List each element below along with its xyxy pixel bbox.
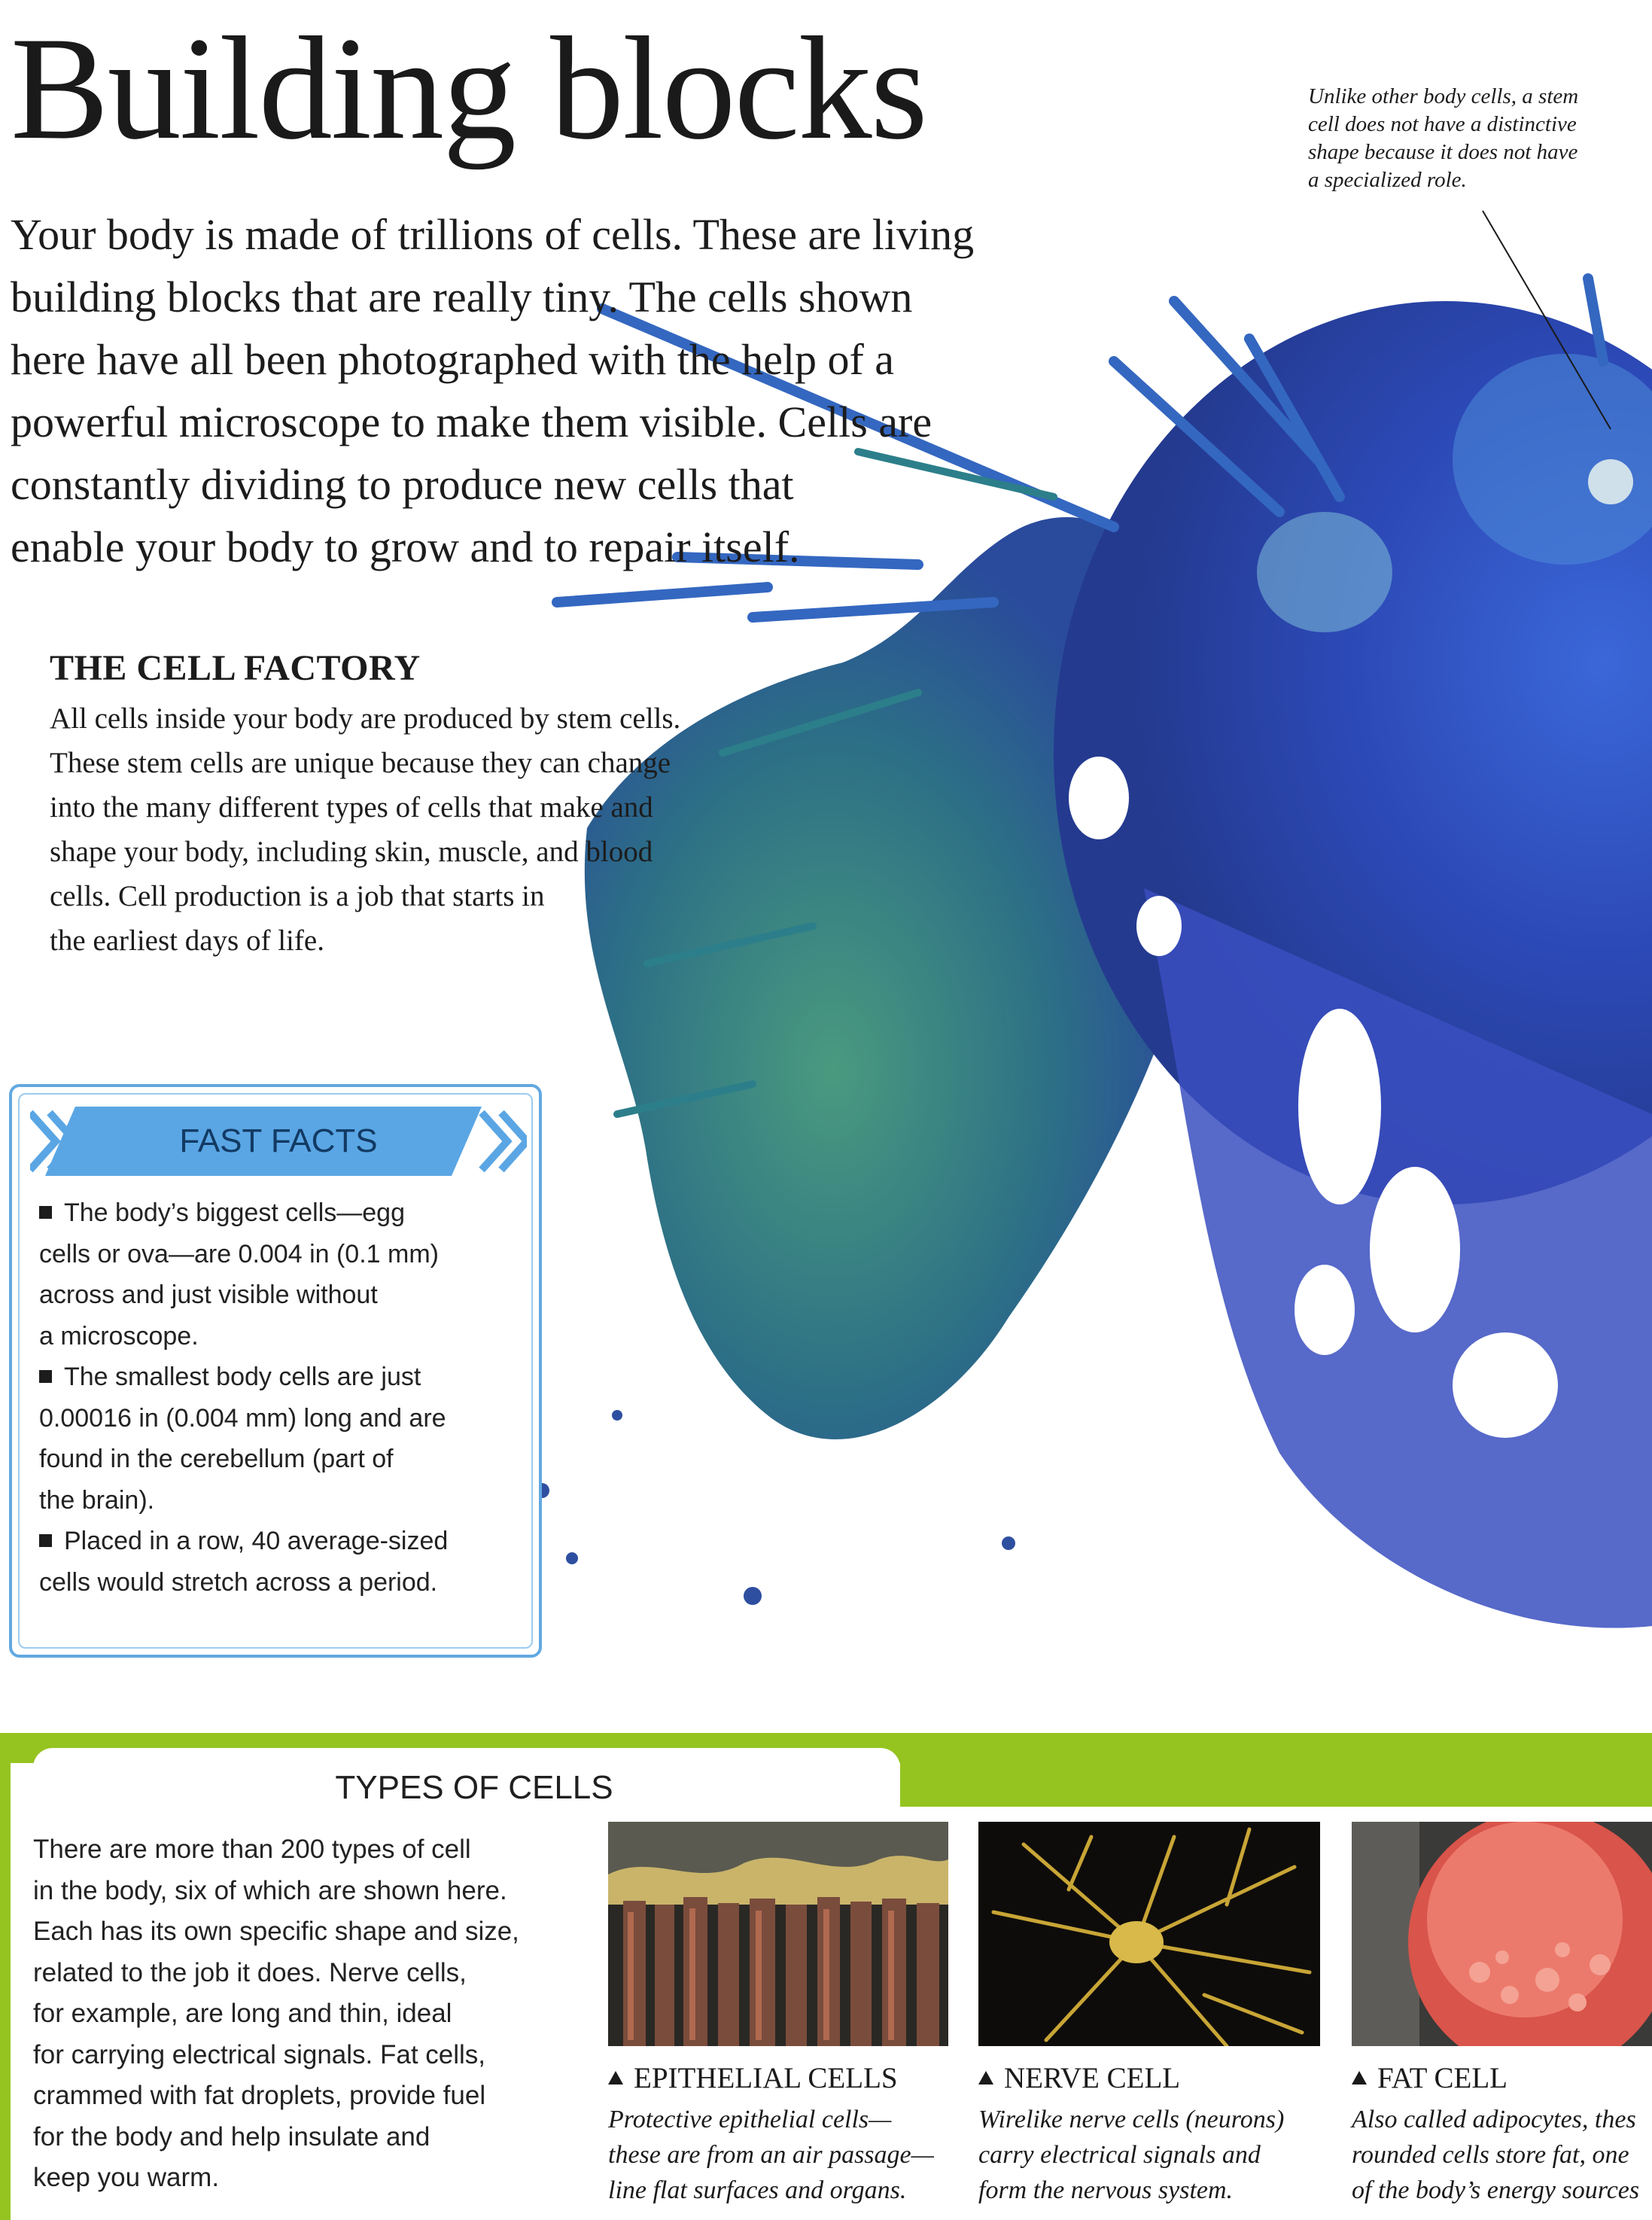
- nerve-label: [978, 2061, 1180, 2095]
- intro-line: constantly dividing to produce new cells that: [11, 460, 794, 509]
- intro-paragraph: [11, 203, 1064, 578]
- epithelial-description: [608, 2102, 934, 2208]
- fact-line: cells would stretch across a period.: [39, 1567, 438, 1597]
- factory-line: These stem cells are unique because they can change: [50, 747, 671, 779]
- desc-line: of the body’s energy sources: [1352, 2176, 1640, 2204]
- types-line: for carrying electrical signals. Fat cells,: [33, 2039, 486, 2069]
- nerve-description: [978, 2102, 1284, 2208]
- intro-line: enable your body to grow and to repair itself.: [11, 522, 800, 571]
- factory-line: shape your body, including skin, muscle, and blood: [50, 836, 653, 868]
- intro-line: Your body is made of trillions of cells. These are living: [11, 210, 975, 259]
- fat-cell-description: [1352, 2102, 1639, 2208]
- intro-line: building blocks that are really tiny. The cells shown: [11, 273, 913, 321]
- nerve-cell-photo: [978, 1822, 1320, 2046]
- caption-pointer-line: [1475, 203, 1626, 444]
- section-left-strip: [0, 1763, 11, 2220]
- fact-text: The body’s biggest cells—egg: [64, 1198, 405, 1227]
- factory-line: into the many different types of cells that make and: [50, 791, 653, 824]
- triangle-up-icon: [608, 2071, 623, 2084]
- fast-facts-list: [39, 1192, 536, 1603]
- types-line: crammed with fat droplets, provide fuel: [33, 2081, 486, 2110]
- types-line: in the body, six of which are shown here.: [33, 1875, 507, 1905]
- desc-line: Also called adipocytes, thes: [1352, 2106, 1636, 2133]
- fact-line: [39, 1521, 536, 1562]
- fact-line: found in the cerebellum (part of: [39, 1445, 394, 1473]
- types-of-cells-heading: TYPES OF CELLS: [335, 1769, 613, 1806]
- types-line: for example, are long and thin, ideal: [33, 1999, 452, 2028]
- desc-line: Protective epithelial cells—: [608, 2106, 892, 2133]
- types-line: for the body and help insulate and: [33, 2121, 430, 2151]
- cell-factory-paragraph: [50, 696, 878, 963]
- types-line: Each has its own specific shape and size,: [33, 1917, 519, 1946]
- triangle-up-icon: [1352, 2071, 1367, 2084]
- stem-cell-caption: [1308, 83, 1652, 194]
- fact-text: The smallest body cells are just: [64, 1363, 421, 1391]
- intro-line: powerful microscope to make them visible. Cells are: [11, 397, 932, 446]
- fact-line: cells or ova—are 0.004 in (0.1 mm): [39, 1239, 439, 1268]
- factory-line: the earliest days of life.: [50, 924, 324, 957]
- desc-line: these are from an air passage—: [608, 2141, 934, 2169]
- fat-cell-label: [1352, 2061, 1507, 2095]
- fact-text: Placed in a row, 40 average-sized: [64, 1527, 449, 1555]
- types-of-cells-paragraph: [33, 1829, 605, 2199]
- bullet-icon: [39, 1370, 52, 1383]
- epithelial-cells-photo: [608, 1822, 948, 2046]
- fact-line: [39, 1192, 536, 1234]
- factory-line: All cells inside your body are produced by stem cells.: [50, 702, 681, 735]
- desc-line: form the nervous system.: [978, 2176, 1234, 2204]
- section-right-strip: [900, 1763, 1652, 1807]
- fact-line: [39, 1357, 536, 1398]
- fact-line: across and just visible without: [39, 1281, 378, 1309]
- fact-line: the brain).: [39, 1485, 155, 1515]
- fast-facts-title: FAST FACTS: [179, 1122, 378, 1159]
- desc-line: Wirelike nerve cells (neurons): [978, 2106, 1285, 2133]
- caption-line: shape because it does not have: [1308, 140, 1578, 164]
- epithelial-label: [608, 2061, 898, 2095]
- fat-cell-photo: [1352, 1822, 1652, 2046]
- fact-line: a microscope.: [39, 1321, 199, 1351]
- bullet-icon: [39, 1534, 52, 1547]
- bullet-icon: [39, 1206, 52, 1219]
- cell-factory-heading: THE CELL FACTORY: [50, 648, 421, 688]
- triangle-up-icon: [978, 2071, 993, 2084]
- page-title: Building blocks: [11, 7, 926, 170]
- desc-line: carry electrical signals and: [978, 2141, 1261, 2169]
- fat-cell-label-text: FAT CELL: [1377, 2062, 1507, 2094]
- fact-line: 0.00016 in (0.004 mm) long and are: [39, 1403, 446, 1433]
- intro-line: here have all been photographed with the help of a: [11, 335, 895, 384]
- types-line: keep you warm.: [33, 2163, 220, 2192]
- factory-line: cells. Cell production is a job that starts in: [50, 880, 545, 912]
- caption-line: a specialized role.: [1308, 168, 1467, 192]
- epithelial-label-text: EPITHELIAL CELLS: [634, 2062, 898, 2094]
- desc-line: line flat surfaces and organs.: [608, 2176, 907, 2204]
- types-line: There are more than 200 types of cell: [33, 1835, 471, 1864]
- caption-line: Unlike other body cells, a stem: [1308, 84, 1579, 108]
- fast-facts-box: [9, 1084, 542, 1658]
- nerve-label-text: NERVE CELL: [1004, 2062, 1181, 2094]
- types-line: related to the job it does. Nerve cells,: [33, 1957, 467, 1987]
- desc-line: rounded cells store fat, one: [1352, 2141, 1629, 2169]
- caption-line: cell does not have a distinctive: [1308, 112, 1577, 136]
